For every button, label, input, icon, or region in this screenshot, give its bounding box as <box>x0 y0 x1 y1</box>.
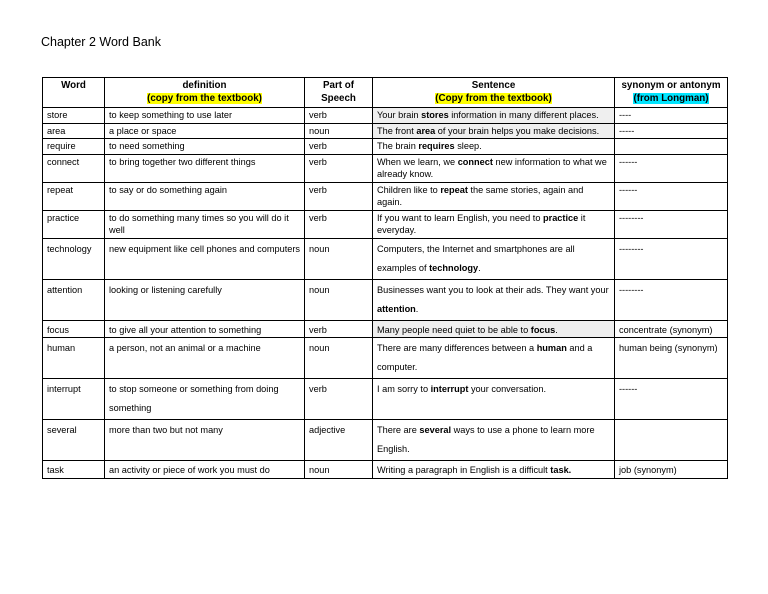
cell-word: human <box>43 338 105 379</box>
table-row <box>43 238 728 279</box>
cell-synonym: -------- <box>615 238 728 279</box>
header-pos-line1: Part of <box>322 80 355 91</box>
cell-synonym <box>615 420 728 461</box>
header-word: Word <box>43 78 105 108</box>
cell-definition: a person, not an animal or a machine <box>105 338 305 379</box>
table-row <box>43 210 728 238</box>
table-row <box>43 182 728 210</box>
table-row <box>43 123 728 139</box>
cell-definition: an activity or piece of work you must do <box>105 461 305 479</box>
cell-pos: verb <box>305 320 373 338</box>
cell-definition: looking or listening carefully <box>105 279 305 320</box>
cell-synonym: -------- <box>615 210 728 238</box>
cell-synonym <box>615 139 728 155</box>
cell-definition: to say or do something again <box>105 182 305 210</box>
cell-sentence: The front area of your brain helps you make decisions. <box>373 123 615 139</box>
document-title: Chapter 2 Word Bank <box>41 35 161 49</box>
header-part-of-speech <box>305 78 373 108</box>
cell-sentence: There are many differences between a human and a computer. <box>373 338 615 379</box>
table-row <box>43 108 728 124</box>
cell-word: several <box>43 420 105 461</box>
cell-synonym: concentrate (synonym) <box>615 320 728 338</box>
cell-sentence: Businesses want you to look at their ads. They want your attention. <box>373 279 615 320</box>
cell-definition: to keep something to use later <box>105 108 305 124</box>
cell-definition: to do something many times so you will do it well <box>105 210 305 238</box>
header-synonym <box>615 78 728 108</box>
header-synonym-label: synonym or antonym <box>621 80 721 91</box>
cell-word: technology <box>43 238 105 279</box>
cell-sentence: Many people need quiet to be able to focus. <box>373 320 615 338</box>
table-header-row <box>43 78 728 108</box>
cell-sentence: Children like to repeat the same stories, again and again. <box>373 182 615 210</box>
cell-synonym: ------ <box>615 182 728 210</box>
cell-definition: new equipment like cell phones and computers <box>105 238 305 279</box>
header-synonym-note: (from Longman) <box>633 93 709 104</box>
cell-definition: more than two but not many <box>105 420 305 461</box>
header-definition <box>105 78 305 108</box>
table-row <box>43 320 728 338</box>
header-sentence <box>373 78 615 108</box>
cell-sentence: There are several ways to use a phone to learn more English. <box>373 420 615 461</box>
cell-synonym: job (synonym) <box>615 461 728 479</box>
cell-pos: noun <box>305 123 373 139</box>
cell-pos: noun <box>305 238 373 279</box>
cell-synonym: -------- <box>615 279 728 320</box>
cell-sentence: Writing a paragraph in English is a difficult task. <box>373 461 615 479</box>
cell-pos: verb <box>305 210 373 238</box>
table-row <box>43 154 728 182</box>
cell-word: store <box>43 108 105 124</box>
cell-pos: verb <box>305 139 373 155</box>
cell-synonym: ------ <box>615 154 728 182</box>
cell-sentence: Computers, the Internet and smartphones are all examples of technology. <box>373 238 615 279</box>
cell-pos: noun <box>305 279 373 320</box>
cell-sentence: Your brain stores information in many different places. <box>373 108 615 124</box>
cell-pos: noun <box>305 461 373 479</box>
header-definition-label: definition <box>182 80 227 91</box>
cell-word: interrupt <box>43 379 105 420</box>
cell-pos: verb <box>305 379 373 420</box>
table-row <box>43 379 728 420</box>
cell-word: practice <box>43 210 105 238</box>
cell-synonym: human being (synonym) <box>615 338 728 379</box>
header-sentence-label: Sentence <box>471 80 516 91</box>
cell-pos: verb <box>305 108 373 124</box>
header-definition-note: (copy from the textbook) <box>147 93 262 104</box>
cell-pos: noun <box>305 338 373 379</box>
table-row <box>43 338 728 379</box>
table-row <box>43 279 728 320</box>
cell-definition: to bring together two different things <box>105 154 305 182</box>
cell-sentence: When we learn, we connect new information to what we already know. <box>373 154 615 182</box>
cell-word: repeat <box>43 182 105 210</box>
cell-word: area <box>43 123 105 139</box>
cell-pos: adjective <box>305 420 373 461</box>
cell-word: attention <box>43 279 105 320</box>
cell-synonym: ------ <box>615 379 728 420</box>
cell-pos: verb <box>305 154 373 182</box>
cell-word: task <box>43 461 105 479</box>
cell-definition: a place or space <box>105 123 305 139</box>
cell-definition: to give all your attention to something <box>105 320 305 338</box>
table-row <box>43 461 728 479</box>
cell-word: connect <box>43 154 105 182</box>
header-pos-line2: Speech <box>321 93 356 104</box>
table-row <box>43 139 728 155</box>
word-bank-table <box>42 77 728 479</box>
cell-word: focus <box>43 320 105 338</box>
table-row <box>43 420 728 461</box>
cell-synonym: ----- <box>615 123 728 139</box>
cell-pos: verb <box>305 182 373 210</box>
cell-synonym: ---- <box>615 108 728 124</box>
cell-word: require <box>43 139 105 155</box>
cell-definition: to need something <box>105 139 305 155</box>
cell-sentence: I am sorry to interrupt your conversation. <box>373 379 615 420</box>
cell-sentence: If you want to learn English, you need to practice it everyday. <box>373 210 615 238</box>
header-sentence-note: (Copy from the textbook) <box>435 93 552 104</box>
cell-sentence: The brain requires sleep. <box>373 139 615 155</box>
cell-definition: to stop someone or something from doing something <box>105 379 305 420</box>
